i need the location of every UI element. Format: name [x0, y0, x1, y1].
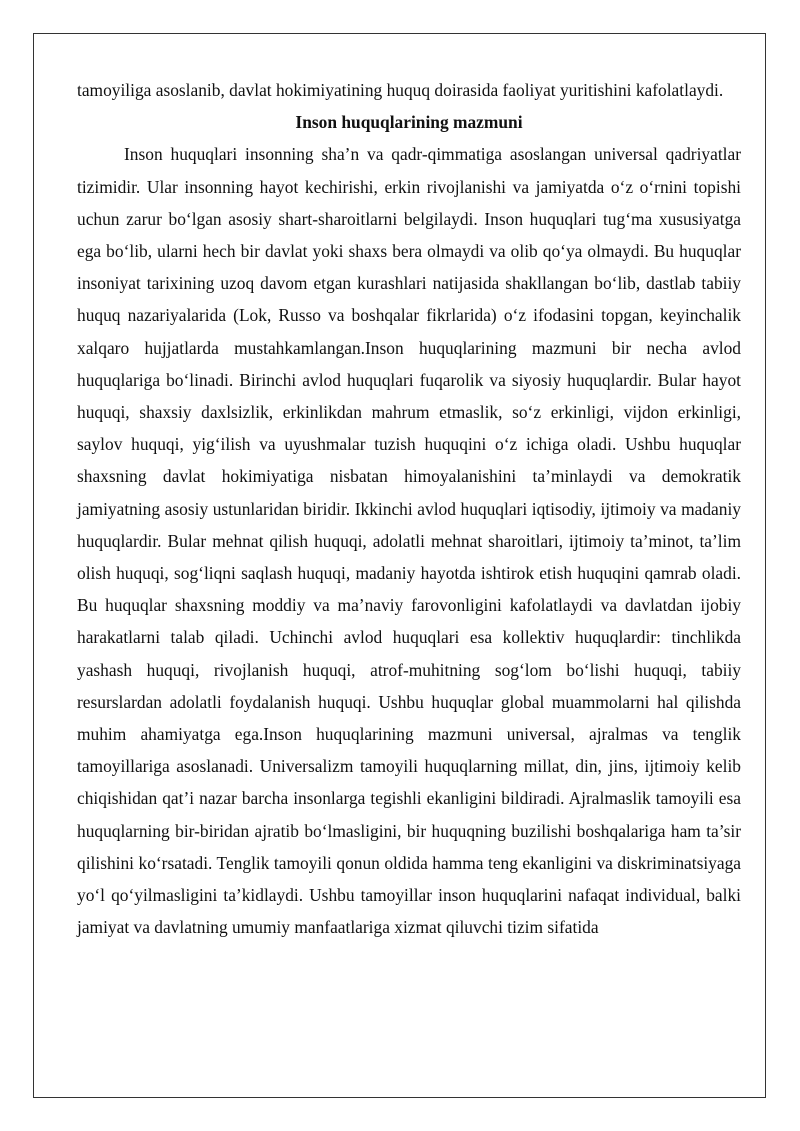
section-title: Inson huquqlarining mazmuni — [295, 112, 523, 133]
main-paragraph: Inson huquqlari insonning sha’n va qadr-qimmatiga asoslangan universal qadriyatlar tizimidir. Ular insonning hayot kechirishi, erkin rivojlanishi va jamiyatda o‘z o‘rnini topishi uchun zarur bo‘lgan asosiy shart-sharoitlarni belgilaydi. Inson huquqlari tug‘ma xususiyatga ega bo‘lib, ularni hech bir davlat yoki shaxs bera olmaydi va olib qo‘ya olmaydi. Bu huquqlar insoniyat tarixining uzoq davom etgan kurashlari natijasida shakllangan bo‘lib, dastlab tabiiy huquq nazariyalarida (Lok, Russo va boshqalar fikrlarida) o‘z ifodasini topgan, keyinchalik xalqaro hujjatlarda mustahkamlangan.Inson huquqlarining mazmuni bir necha avlod huquqlariga bo‘linadi. Birinchi avlod huquqlari fuqarolik va siyosiy huquqlardir. Bular hayot huquqi, shaxsiy daxlsizlik, erkinlikdan mahrum etmaslik, so‘z erkinligi, vijdon erkinligi, saylov huquqi, yig‘ilish va uyushmalar tuzish huquqini o‘z ichiga oladi. Ushbu huquqlar shaxsning davlat hokimiyatiga nisbatan himoyalanishini ta’minlaydi va demokratik jamiyatning asosiy ustunlaridan biridir. Ikkinchi avlod huquqlari iqtisodiy, ijtimoiy va madaniy huquqlardir. Bular mehnat qilish huquqi, adolatli mehnat sharoitlari, ijtimoiy ta’minot, ta’lim olish huquqi, sog‘liqni saqlash huquqi, madaniy hayotda ishtirok etish huquqini qamrab oladi. Bu huquqlar shaxsning moddiy va ma’naviy farovonligini kafolatlaydi va davlatdan ijobiy harakatlarni talab qiladi. Uchinchi avlod huquqlari esa kollektiv huquqlardir: tinchlikda yashash huquqi, rivojlanish huquqi, atrof-muhitning sog‘lom bo‘lishi huquqi, tabiiy resurslardan adolatli foydalanish huquqi. Ushbu huquqlar global muammolarni hal qilishda muhim ahamiyatga ega.Inson huquqlarining mazmuni universal, ajralmas va tenglik tamoyillariga asoslanadi. Universalizm tamoyili huquqlarning millat, din, jins, ijtimoiy kelib chiqishidan qat’i nazar barcha insonlarga tegishli ekanligini bildiradi. Ajralmaslik tamoyili esa huquqlarning bir-biridan ajratib bo‘lmasligini, bir huquqning buzilishi boshqalariga ham ta’sir qilishini ko‘rsatadi. Tenglik tamoyili qonun oldida hamma teng ekanligini va diskriminatsiyaga yo‘l qo‘yilmasligini ta’kidlaydi. Ushbu tamoyillar inson huquqlarini nafaqat individual, balki jamiyat va davlatning umumiy manfaatlariga xizmat qiluvchi tizim sifatida — [77, 144, 741, 938]
intro-paragraph: tamoyiliga asoslanib, davlat hokimiyatining huquq doirasida faoliyat yuritishini kafolatlaydi. — [77, 80, 724, 100]
document-body — [77, 74, 741, 943]
